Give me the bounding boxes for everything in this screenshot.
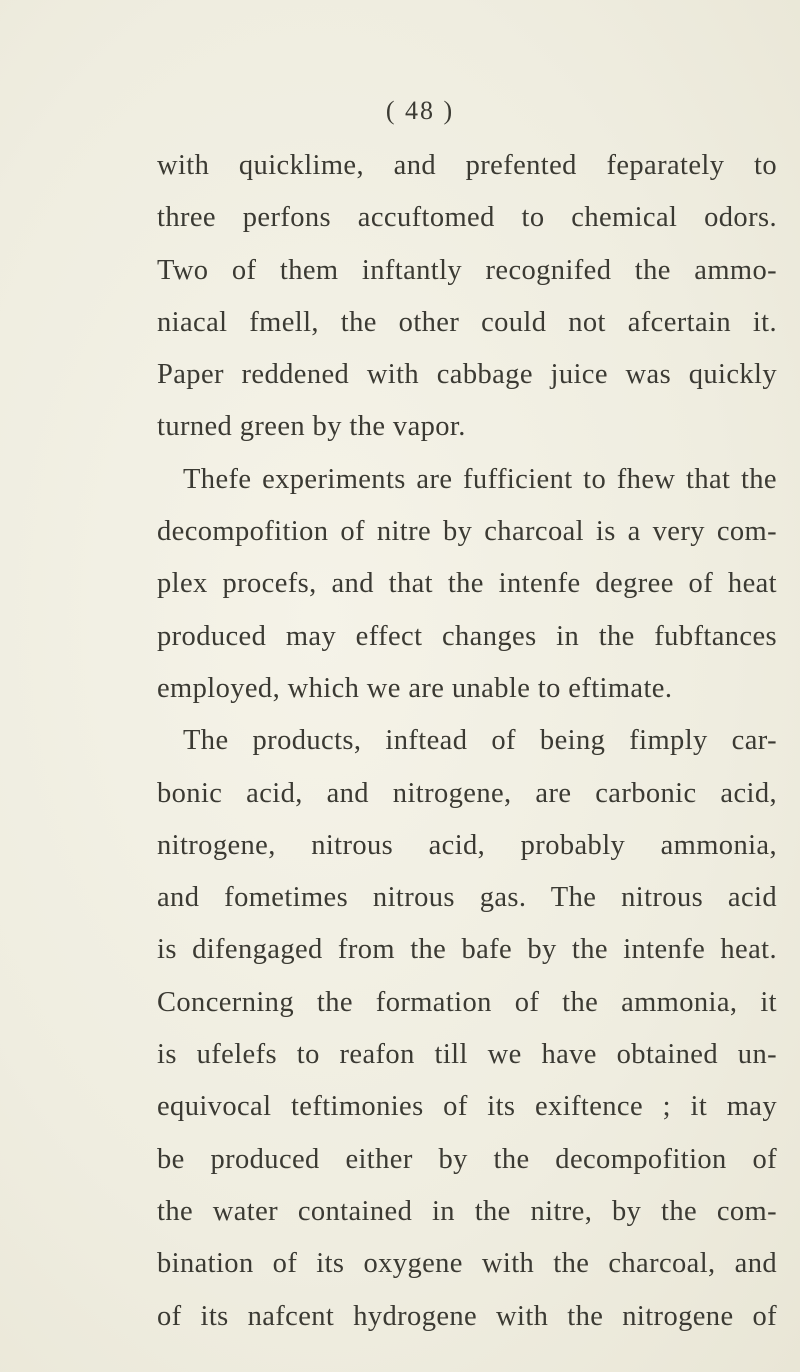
text-line: Two of them inftantly recognifed the ammo- [157,254,777,286]
text-line: The products, inftead of being fimply car- [183,725,777,757]
text-line: plex procefs, and that the intenfe degree of heat [157,568,777,600]
text-line: employed, which we are unable to eftimate. [157,672,673,704]
text-line: with quicklime, and prefented feparately to [157,150,777,181]
text-line: Thefe experiments are fufficient to fhew that the [183,463,777,495]
text-line: bination of its oxygene with the charcoal, and [157,1248,777,1280]
text-line: of its nafcent hydrogene with the nitrogene of [157,1300,777,1332]
page-number: ( 48 ) [385,96,455,125]
text-line: be produced either by the decompofition of [157,1143,777,1175]
text-line: turned green by the vapor. [157,411,466,443]
text-line: and fometimes nitrous gas. The nitrous acid [157,882,777,914]
text-line: Concerning the formation of the ammonia, it [157,986,777,1018]
text-line: decompofition of nitre by charcoal is a very com- [157,516,777,548]
text-line: produced may effect changes in the fubftances [157,620,777,652]
text-line: Paper reddened with cabbage juice was quickly [157,359,777,391]
text-line: is ufelefs to reafon till we have obtained un- [157,1039,777,1071]
text-line: the water contained in the nitre, by the com- [157,1195,777,1227]
text-line: three perfons accuftomed to chemical odors. [157,202,777,234]
text-line: niacal fmell, the other could not afcertain it. [157,306,777,338]
text-line: bonic acid, and nitrogene, are carbonic acid, [157,777,777,809]
text-line: is difengaged from the bafe by the intenfe heat. [157,934,777,966]
text-line: nitrogene, nitrous acid, probably ammonia, [157,829,777,861]
body-text [157,140,777,1343]
text-line: equivocal teftimonies of its exiftence ; it may [157,1091,777,1123]
